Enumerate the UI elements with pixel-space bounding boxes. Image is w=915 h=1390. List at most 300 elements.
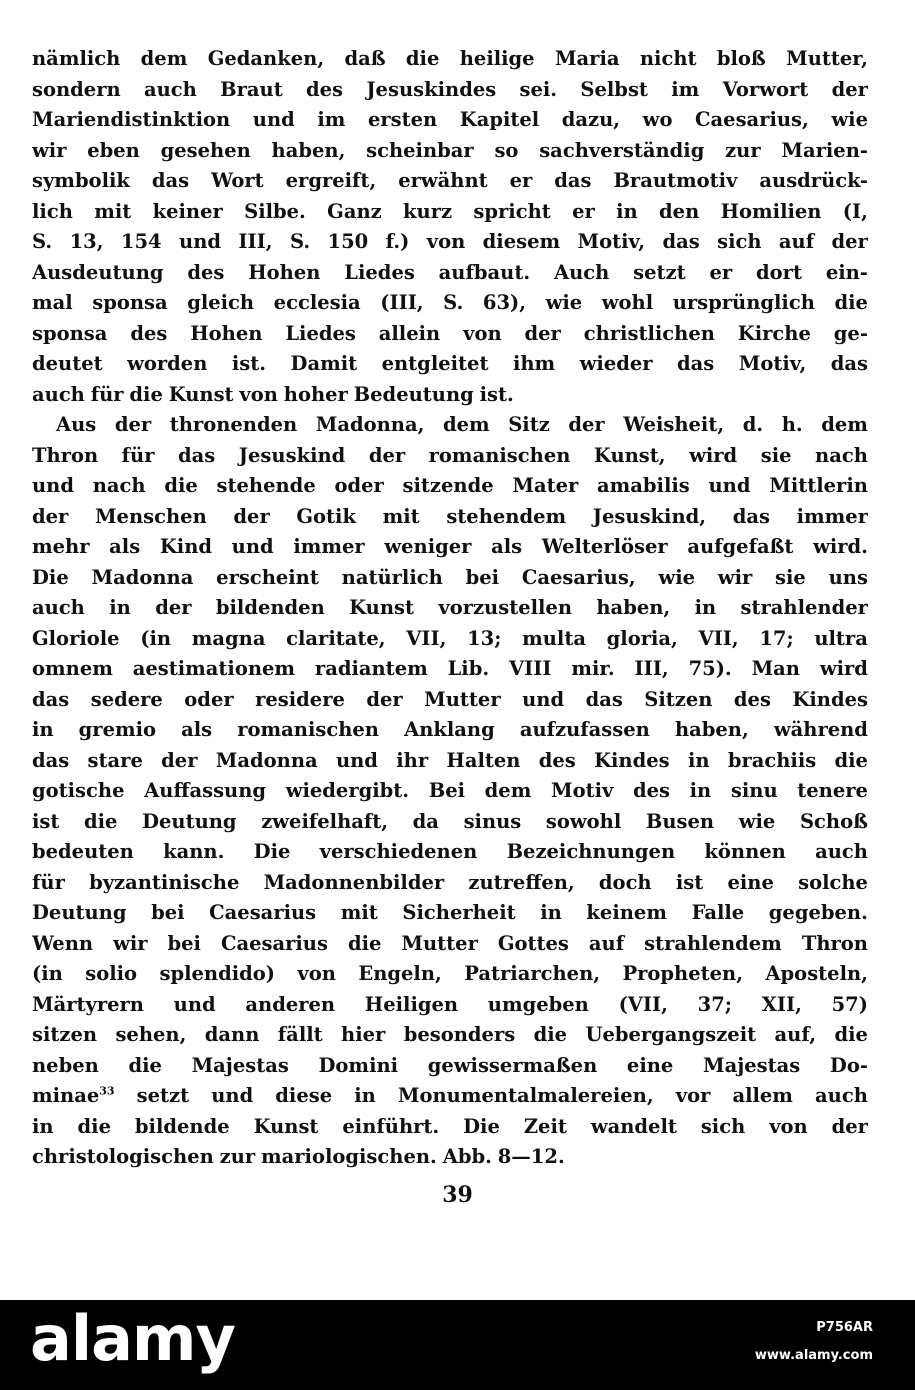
text-word: romanischen	[237, 718, 379, 741]
text-word: Die	[253, 840, 291, 863]
text-word: als	[109, 535, 141, 558]
text-word: Gloriole	[32, 626, 120, 650]
text-word: Kapitel	[459, 108, 540, 131]
text-word: sitzende	[402, 474, 494, 497]
text-word: entgleitet	[381, 352, 489, 375]
text-word: wird.	[813, 535, 868, 558]
text-word: ist	[675, 870, 704, 894]
text-line	[32, 349, 868, 380]
text-word: Liedes	[344, 260, 415, 284]
text-line	[32, 410, 868, 441]
text-word: die	[405, 47, 440, 70]
text-word: keiner	[152, 199, 223, 223]
text-word: auch	[32, 382, 85, 406]
text-word: ergreift,	[285, 169, 377, 192]
text-word: ihr	[396, 748, 429, 772]
text-word: die	[77, 1114, 111, 1138]
text-word: des	[306, 77, 344, 101]
text-word: diese	[275, 1084, 333, 1107]
text-word: stehende	[216, 474, 316, 497]
text-word: Brautmotiv	[613, 169, 738, 192]
text-word: oder	[334, 474, 384, 497]
text-word: 37;	[697, 992, 732, 1016]
text-word: magna	[191, 626, 266, 650]
text-word: Mariendistinktion	[32, 108, 231, 131]
text-word: in	[109, 596, 131, 619]
text-word: wiedergibt.	[285, 779, 410, 802]
text-word: strahlendem	[644, 931, 782, 955]
text-line	[32, 624, 868, 655]
text-word: f.)	[385, 230, 410, 253]
text-word: 75).	[688, 657, 732, 680]
text-word: natürlich	[341, 565, 443, 589]
text-word: mal	[32, 291, 73, 314]
text-word: Mutter	[401, 931, 478, 955]
text-word: Abb.	[442, 1145, 492, 1168]
text-word: des	[187, 260, 225, 284]
text-word: Man	[751, 657, 800, 680]
text-word: (III,	[380, 291, 424, 314]
text-line	[32, 837, 868, 868]
text-word: gotische	[32, 779, 125, 802]
text-word: daß	[344, 47, 386, 70]
text-word: VII,	[406, 626, 447, 650]
text-word: auf	[588, 931, 625, 955]
text-word: des	[632, 779, 670, 802]
text-word: bloß	[716, 47, 766, 70]
text-line	[32, 197, 868, 228]
text-word: gesehen	[160, 138, 251, 162]
text-word: Welterlöser	[541, 535, 668, 558]
text-word: in	[32, 718, 54, 741]
text-word: der	[831, 77, 868, 101]
text-word: Jesuskind	[238, 443, 346, 467]
text-word: multa	[522, 626, 586, 650]
text-word: Deutung	[142, 809, 237, 833]
text-line	[32, 1020, 868, 1051]
text-word: wir	[32, 138, 67, 162]
text-word: wieder	[579, 352, 653, 375]
text-word: verschiedenen	[319, 840, 478, 863]
text-word: setzt	[633, 260, 686, 284]
text-word: von	[463, 321, 502, 345]
text-word: der	[32, 504, 69, 528]
text-word: ist	[32, 809, 60, 833]
text-word: von	[297, 962, 336, 985]
text-word: Bezeichnungen	[506, 840, 676, 863]
text-word: besonders	[403, 1023, 516, 1046]
text-word: h.	[781, 413, 803, 436]
text-line	[32, 105, 868, 136]
text-word: zutreffen,	[468, 870, 575, 894]
text-word: Die	[463, 1114, 500, 1138]
text-word: gloria,	[606, 626, 678, 650]
text-word: Hohen	[248, 260, 321, 284]
footnote-marker: 33	[99, 1084, 115, 1098]
text-word: Wort	[211, 169, 264, 192]
text-word: haben,	[674, 718, 749, 741]
text-line	[32, 898, 868, 929]
text-word: auch	[143, 77, 197, 101]
text-word: nach	[815, 443, 868, 467]
text-word: Caesarius,	[521, 565, 636, 589]
text-word: Mater	[512, 474, 579, 497]
text-word: ausdrück-	[759, 169, 868, 192]
text-word: und	[231, 535, 274, 558]
text-word: claritate,	[286, 626, 386, 650]
text-word: Mittlerin	[769, 474, 868, 497]
text-word: S.	[289, 230, 311, 253]
text-word: Madonna	[215, 748, 318, 772]
text-word: Maria	[554, 47, 620, 70]
text-word: mit	[94, 199, 132, 223]
text-word: ersten	[367, 108, 438, 131]
text-word: Ganz	[327, 199, 382, 223]
text-word: minae$^{33}$	[32, 1084, 115, 1107]
text-word: heilige	[459, 47, 535, 70]
text-word: Homilien	[720, 199, 822, 223]
text-line	[32, 929, 868, 960]
text-word: dazu,	[561, 108, 621, 131]
text-word: Braut	[220, 77, 283, 101]
text-line	[32, 136, 868, 167]
text-word: omnem	[32, 657, 113, 680]
text-word: Bedeutung	[353, 382, 474, 406]
text-word: sitzen	[32, 1023, 98, 1046]
text-word: eben	[87, 138, 140, 162]
text-word: gewissermaßen	[427, 1053, 598, 1077]
text-word: zur	[219, 1145, 256, 1168]
text-word: allein	[378, 321, 441, 345]
text-word: stehendem	[446, 504, 567, 528]
text-word: d.	[742, 413, 764, 436]
text-word: mit	[382, 504, 420, 528]
text-word: von	[769, 1114, 808, 1138]
text-word: dem	[821, 413, 868, 436]
text-word: dem	[442, 413, 490, 436]
text-word: Thron	[32, 443, 99, 467]
text-word: einführt.	[342, 1114, 440, 1138]
text-word: Deutung	[32, 901, 127, 924]
text-line	[32, 258, 868, 289]
text-word: wie	[545, 291, 583, 314]
text-word: haben,	[596, 596, 671, 619]
text-word: Caesarius,	[695, 108, 809, 131]
text-word: (in	[140, 626, 172, 650]
text-word: tenere	[797, 779, 868, 802]
text-word: sondern	[32, 77, 121, 101]
text-word: bei	[167, 931, 201, 955]
text-word: Jesuskindes	[366, 77, 497, 101]
text-word: der	[233, 504, 270, 528]
text-word: sponsa	[92, 291, 168, 314]
text-word: (I,	[842, 199, 868, 223]
text-line	[32, 959, 868, 990]
text-word: Kunst	[253, 1114, 319, 1138]
text-word: Madonna	[91, 565, 194, 589]
text-word: gleich	[187, 291, 255, 314]
text-word: und	[335, 748, 378, 772]
text-word: Busen	[645, 809, 715, 833]
text-word: der	[568, 413, 605, 436]
text-word: Gedanken,	[207, 47, 325, 70]
text-word: und	[32, 474, 74, 497]
text-word: Märtyrern	[32, 992, 144, 1016]
text-word: Kunst,	[593, 443, 666, 467]
text-word: sie	[760, 443, 792, 467]
text-line	[32, 1142, 868, 1173]
text-word: die	[129, 382, 163, 406]
text-word: er	[572, 199, 595, 223]
text-word: das	[585, 687, 623, 711]
text-word: sachverständig	[539, 138, 705, 162]
text-word: das	[732, 504, 770, 528]
text-word: Marien-	[781, 138, 868, 162]
text-word: Halten	[446, 748, 521, 772]
text-word: bildenden	[215, 596, 325, 619]
text-word: in	[354, 1084, 376, 1107]
text-word: auch	[815, 1084, 868, 1107]
text-word: hoher	[283, 382, 348, 406]
text-word: erscheint	[216, 565, 319, 589]
text-word: und	[211, 1084, 254, 1107]
text-word: des	[130, 321, 168, 345]
text-word: umgeben	[487, 992, 589, 1016]
text-word: Caesarius	[209, 901, 317, 924]
text-word: das	[830, 352, 868, 375]
text-word: Ausdeutung	[32, 260, 164, 284]
text-word: wird	[819, 657, 868, 680]
text-word: und	[522, 687, 565, 711]
text-word: des	[538, 748, 576, 772]
text-word: sinu	[730, 779, 778, 802]
text-word: symbolik	[32, 169, 130, 192]
text-word: Hohen	[190, 321, 263, 345]
body-text	[32, 44, 868, 1173]
text-word: der	[366, 687, 403, 711]
text-word: der	[114, 413, 152, 436]
text-word: Gottes	[497, 931, 569, 955]
text-word: von	[426, 230, 466, 253]
text-word: Sicherheit	[402, 901, 516, 924]
text-word: die	[533, 1023, 568, 1046]
text-word: aestimationem	[132, 657, 296, 680]
text-word: ist.	[231, 352, 267, 375]
text-word: das	[677, 352, 715, 375]
text-word: sowohl	[545, 809, 622, 833]
text-word: die	[164, 474, 198, 497]
text-word: weniger	[384, 535, 472, 558]
text-line	[32, 75, 868, 106]
text-word: zur	[725, 138, 761, 162]
text-line	[32, 1051, 868, 1082]
text-word: VIII	[509, 657, 552, 680]
text-word: Kunst	[168, 382, 234, 406]
text-word: als	[181, 718, 213, 741]
text-word: Sitz	[508, 413, 550, 436]
text-word: bei	[151, 901, 185, 924]
text-word: Kindes	[594, 748, 670, 772]
text-word: byzantinische	[89, 870, 240, 894]
text-word: Uebergangszeit	[585, 1023, 757, 1046]
image-id: P756AR	[816, 1320, 873, 1335]
text-word: Bei	[428, 779, 466, 802]
text-word: mehr	[32, 535, 90, 558]
text-word: Motiv	[550, 779, 614, 802]
text-word: Falle	[691, 901, 745, 924]
text-word: Auch	[553, 260, 610, 284]
text-word: im	[317, 108, 346, 131]
text-word: stare	[87, 748, 143, 772]
text-word: in	[687, 748, 710, 772]
text-word: Weisheit,	[623, 413, 725, 436]
text-word: Auffassung	[144, 779, 267, 802]
text-word: 13,	[69, 230, 104, 253]
text-word: Motiv,	[738, 352, 807, 375]
text-word: vorzustellen	[438, 596, 573, 619]
text-word: Majestas	[191, 1053, 289, 1077]
text-word: vor	[675, 1084, 711, 1107]
text-word: setzt	[136, 1084, 190, 1107]
text-word: ein-	[825, 260, 868, 284]
text-word: Silbe.	[244, 199, 306, 223]
text-word: Mutter	[424, 687, 501, 711]
text-word: diesem	[482, 230, 561, 253]
text-word: amabilis	[597, 474, 690, 497]
text-word: mariologischen.	[261, 1145, 437, 1168]
text-word: Die	[32, 565, 69, 589]
text-word: das	[32, 748, 70, 772]
text-word: Vorwort	[722, 77, 809, 101]
text-word: III,	[634, 657, 669, 680]
text-word: Kunst	[349, 596, 414, 619]
text-word: in	[694, 596, 717, 619]
text-word: aufbaut.	[438, 260, 531, 284]
text-word: in	[540, 901, 562, 924]
text-word: radiantem	[314, 657, 428, 680]
text-word: Patriarchen,	[464, 962, 601, 985]
text-word: oder	[184, 687, 234, 711]
text-line	[32, 288, 868, 319]
text-line	[32, 44, 868, 75]
text-word: von	[239, 382, 278, 406]
text-word: 150	[327, 230, 369, 253]
text-word: da	[412, 809, 439, 833]
text-word: in	[689, 779, 712, 802]
text-word: allem	[732, 1084, 793, 1107]
site-url[interactable]: www.alamy.com	[754, 1348, 873, 1363]
text-word: Aus	[56, 413, 97, 436]
text-word: aufzufassen	[519, 718, 650, 741]
text-line	[32, 502, 868, 533]
text-line	[32, 746, 868, 777]
watermark-bar	[0, 1300, 915, 1390]
text-word: III,	[238, 230, 273, 253]
text-word: gegeben.	[768, 901, 868, 924]
text-word: bedeuten	[32, 840, 134, 863]
text-word: das	[151, 169, 190, 192]
text-word: und	[708, 474, 751, 497]
text-line	[32, 654, 868, 685]
text-word: Motiv,	[577, 230, 646, 253]
text-word: lich	[32, 199, 73, 223]
text-word: (in	[32, 962, 63, 985]
text-word: ge-	[833, 321, 868, 345]
text-word: nicht	[639, 47, 697, 70]
text-word: der	[831, 230, 868, 253]
text-word: Anklang	[404, 718, 495, 741]
text-word: 154	[120, 230, 162, 253]
text-word: sinus	[463, 809, 522, 833]
text-word: Majestas	[702, 1053, 801, 1077]
text-word: nach	[92, 474, 146, 497]
alamy-logo: alamy	[30, 1302, 235, 1375]
text-word: Selbst	[580, 77, 648, 101]
text-word: splendido)	[159, 962, 275, 985]
text-word: der	[368, 443, 406, 467]
text-word: Kind	[159, 535, 213, 558]
text-word: gremio	[78, 718, 157, 741]
text-word: Schoß	[799, 809, 868, 833]
text-word: kurz	[403, 199, 453, 223]
text-word: in	[32, 1114, 54, 1138]
text-word: thronenden	[169, 413, 298, 436]
text-word: als	[491, 535, 523, 558]
text-word: Madonna,	[315, 413, 425, 436]
text-word: der	[155, 596, 192, 619]
text-word: nämlich	[32, 47, 121, 70]
text-word: Jesuskind,	[592, 504, 707, 528]
text-word: Wenn	[32, 931, 94, 955]
text-word: Lib.	[447, 657, 490, 680]
text-word: Aposteln,	[765, 962, 868, 985]
text-word: und	[252, 108, 295, 131]
text-word: und	[173, 992, 216, 1016]
text-word: solio	[85, 962, 138, 985]
text-word: so	[494, 138, 519, 162]
text-word: im	[671, 77, 700, 101]
text-word: 63),	[482, 291, 527, 314]
text-word: sehen,	[115, 1023, 187, 1046]
text-word: das	[178, 443, 216, 467]
text-word: Mutter,	[786, 47, 868, 70]
text-word: anderen	[245, 992, 336, 1016]
text-word: wo	[642, 108, 673, 131]
text-word: das	[32, 687, 70, 711]
text-word: dem	[140, 47, 188, 70]
text-line	[32, 1081, 868, 1112]
text-word: Engeln,	[358, 962, 442, 985]
text-word: die	[834, 1023, 868, 1046]
text-word: XII,	[761, 992, 802, 1016]
text-word: kann.	[163, 840, 225, 863]
text-word: romanischen	[428, 443, 571, 467]
text-word: worden	[127, 352, 208, 375]
text-word: Thron	[801, 931, 868, 955]
text-word: VII,	[698, 626, 739, 650]
text-word: auch	[815, 840, 868, 863]
text-word: wir	[113, 931, 148, 955]
text-word: ursprünglich	[672, 291, 815, 314]
text-word: das	[662, 230, 700, 253]
text-word: haben,	[271, 138, 346, 162]
text-word: die	[128, 1053, 162, 1077]
text-word: Liedes	[285, 321, 356, 345]
text-word: Gotik	[296, 504, 356, 528]
text-word: die	[84, 809, 118, 833]
text-word: Monumentalmalereien,	[397, 1084, 654, 1107]
text-word: ist.	[479, 382, 514, 406]
